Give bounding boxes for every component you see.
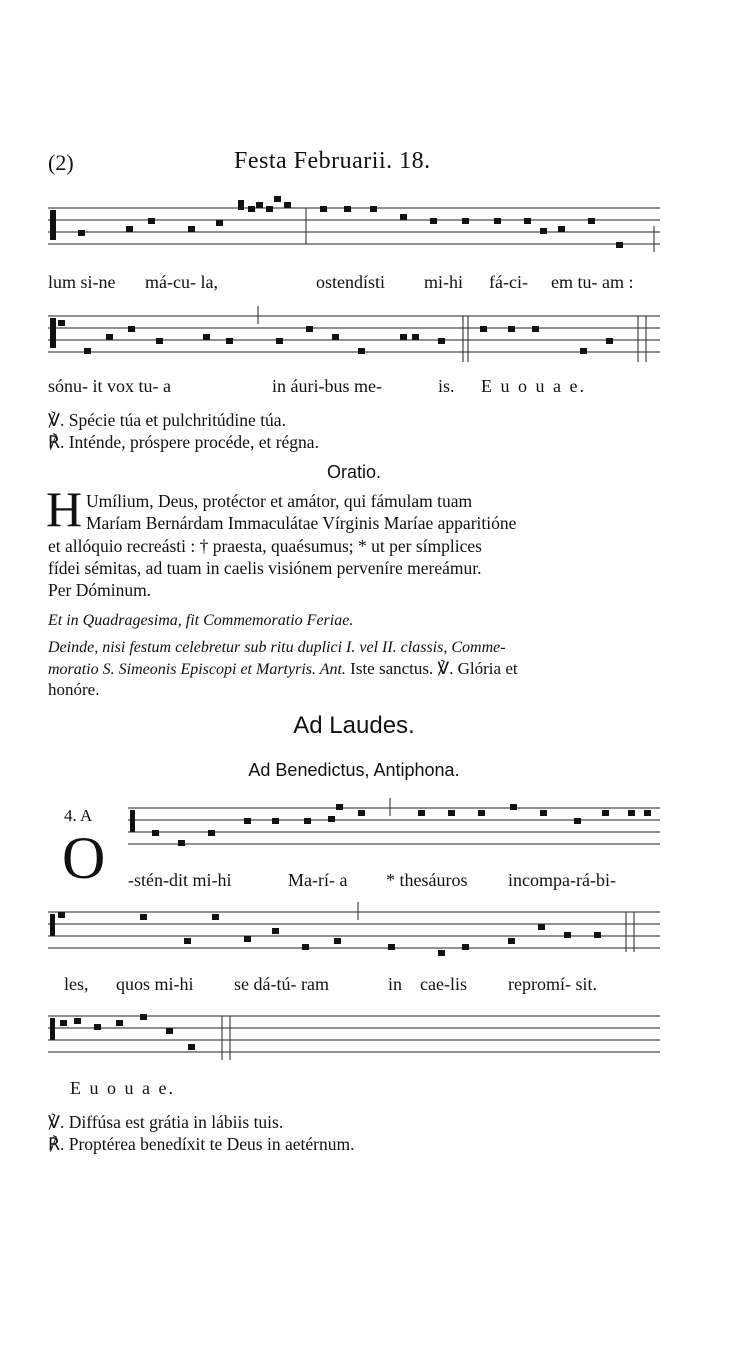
oratio-line: Umílium, Deus, protéctor et amátor, qui fámulam tuam	[86, 491, 473, 511]
lyric: fá-ci-	[489, 272, 528, 292]
rubric-line: honóre.	[48, 680, 100, 699]
lyric: is.	[438, 376, 455, 396]
lyric: má-cu- la,	[145, 272, 218, 292]
page-number: (2)	[48, 150, 74, 175]
chant-staff-1	[48, 196, 660, 258]
response-1: ℟. Inténde, próspere procéde, et régna.	[48, 432, 319, 452]
rubric-commemoratio: Et in Quadragesima, fit Commemoratio Feriae.	[48, 612, 354, 629]
versicle-1: ℣. Spécie túa et pulchritúdine túa.	[48, 410, 286, 430]
lyric: se dá-tú- ram	[234, 974, 329, 994]
response-2: ℟. Proptérea benedíxit te Deus in aetérnum.	[48, 1134, 355, 1154]
rubric-line: Deinde, nisi festum celebretur sub ritu duplici I. vel II. classis, Comme-	[48, 639, 506, 656]
oratio-line: et allóquio recreásti : † praesta, quaésumus; * ut per símplices	[48, 536, 482, 556]
lyric: in áuri-bus me-	[272, 376, 382, 396]
lyric: * thesáuros	[386, 870, 468, 890]
lyric: -stén-dit mi-hi	[128, 870, 232, 890]
lyric: in	[388, 974, 403, 994]
chant-staff-5	[48, 1004, 660, 1066]
antiphon-initial: O	[62, 825, 106, 891]
rubric-line	[48, 658, 660, 680]
rubric-italic: moratio S. Simeonis Episcopi et Martyris. Ant.	[48, 661, 346, 678]
antiphon-heading: Ad Benedictus, Antiphona.	[248, 760, 460, 780]
mode-label: 4. A	[64, 806, 93, 825]
lyric: sónu- it vox tu- a	[48, 376, 171, 396]
oratio-line: Maríam Bernárdam Immaculátae Vírginis Maríae apparitióne	[86, 513, 517, 533]
versicle-2: ℣. Diffúsa est grátia in lábiis tuis.	[48, 1112, 284, 1132]
lyric: cae-lis	[420, 974, 467, 994]
lyric: quos mi-hi	[116, 974, 194, 994]
chant-staff-4	[48, 900, 660, 962]
rubric-roman: Iste sanctus. ℣. Glória et	[345, 659, 518, 678]
lyric: lum si-ne	[48, 272, 116, 292]
lyric: ostendísti	[316, 272, 386, 292]
lyric: les,	[64, 974, 89, 994]
oratio-line: fídei sémitas, ad tuam in caelis visiónem perveníre mereámur.	[48, 558, 482, 578]
page-title: Festa Februarii. 18.	[234, 148, 431, 174]
lyric: E u o u a e.	[70, 1078, 175, 1098]
lyric: mi-hi	[424, 272, 463, 292]
oratio-line: Per Dóminum.	[48, 580, 152, 600]
lyric: repromí- sit.	[508, 974, 597, 994]
lyric: em tu- am :	[551, 272, 634, 292]
lyric: Ma-rí- a	[288, 870, 348, 890]
laudes-heading: Ad Laudes.	[293, 712, 415, 739]
chant-staff-2	[48, 304, 660, 366]
lyric: E u o u a e.	[481, 376, 586, 396]
oratio-heading: Oratio.	[326, 462, 382, 482]
oratio-initial: H	[46, 481, 83, 537]
lyric: incompa-rá-bi-	[508, 870, 616, 890]
chant-staff-3	[128, 796, 660, 858]
